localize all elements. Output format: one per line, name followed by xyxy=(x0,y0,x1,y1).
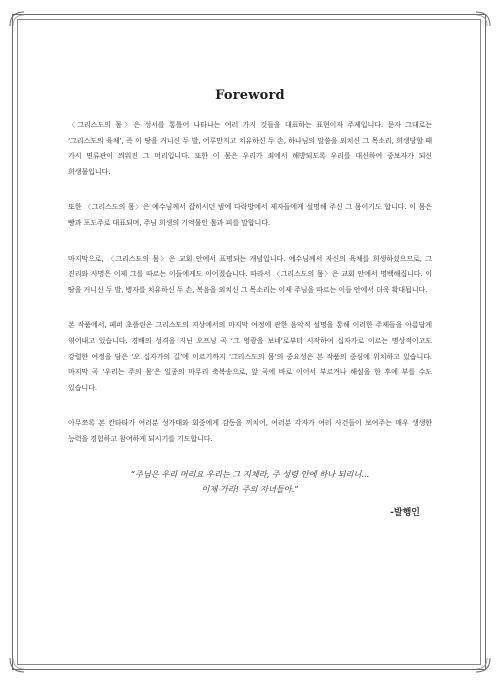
paragraph-4: 본 작품에서, 페퍼 초플린은 그리스도의 지상에서의 마지막 여정에 관한 음악적 설명을 통해 이러한 주제들을 아름답게 엮어내고 있습니다. 경배의 성격을 지닌 오프닝 곡 ‘그 영광을 보네’로부터 시작하여 십자가로 이르는 명상적이고도 강렬한 여정을 담은 ‘오 십자가의 길’에 이르기까지 ‘그리스도의 몸’의 중요성은 본 작품의 중심에 위치하고 있습니다. 마지막 곡 ‘우리는 주의 몸’은 일종의 마무리 축복송으로, 앞 곡에 바로 이어서 부르거나 해설을 한 후에 부를 수도 있습니다. xyxy=(68,320,432,392)
quote-line-1: “주님은 우리 머리요 우리는 그 지체라, 주 성령 안에 하나 되리니... xyxy=(130,468,370,479)
paragraph-5: 아무쪼록 본 칸타타가 여러분 성가대와 회중에게 감동을 끼치어, 여러분 각자가 여러 사건들이 보여주는 매우 생생한 능력을 경험하고 참여하게 되시기를 기도합니다. xyxy=(68,418,432,443)
page-title: Foreword xyxy=(215,88,285,103)
closing-quote xyxy=(68,467,432,497)
paragraph-3: 마지막으로, 〈그리스도의 몸〉은 교회 안에서 표명되는 개념입니다. 예수님께서 자신의 육체를 희생하셨으므로, 그 진리와 사명은 이제 그를 따르는 이들에게도 이어졌습니다. 따라서 〈그리스도의 몸〉은 교회 안에서 명백해집니다. 이 땅을 거니신 두 발, 병자를 치유하신 두 손, 복음을 외치신 그 목소리는 이제 주님을 따르는 이들 안에서 더욱 확대됩니다. xyxy=(68,253,432,294)
corner-ornament-top-left xyxy=(8,10,26,28)
corner-ornament-top-right xyxy=(474,10,492,28)
corner-ornament-bottom-right xyxy=(474,656,492,674)
paragraph-1: 〈그리스도의 몸〉은 성서를 통틀어 나타나는 여러 가지 것들을 대표하는 표현이자 주제입니다. 문자 그대로는 ‘그리스도의 육체’, 즉 이 땅을 거니신 두 발, 어루만지고 치유하신 두 손, 하나님의 말씀을 외치신 그 목소리, 희생당할 때 가시 면류관이 씌워진 그 머리입니다. 또한 이 몸은 우리가 죄에서 해방되도록 우리를 대신하여 중보자가 되신 희생물입니다. xyxy=(68,120,432,176)
paragraph-2: 또한 〈그리스도의 몸〉은 예수님께서 잡히시던 밤에 다락방에서 제자들에게 설명해 주신 그 몸이기도 합니다. 이 몸은 빵과 포도주로 대표되며, 주님 희생의 기억물인 몸과 피를 말합니다. xyxy=(68,202,432,227)
quote-line-2: 이제 가라! 주의 자녀들아.” xyxy=(201,483,299,494)
corner-ornament-bottom-left xyxy=(8,656,26,674)
publisher-signature: -발행인 xyxy=(390,507,420,518)
foreword-content xyxy=(68,88,432,518)
